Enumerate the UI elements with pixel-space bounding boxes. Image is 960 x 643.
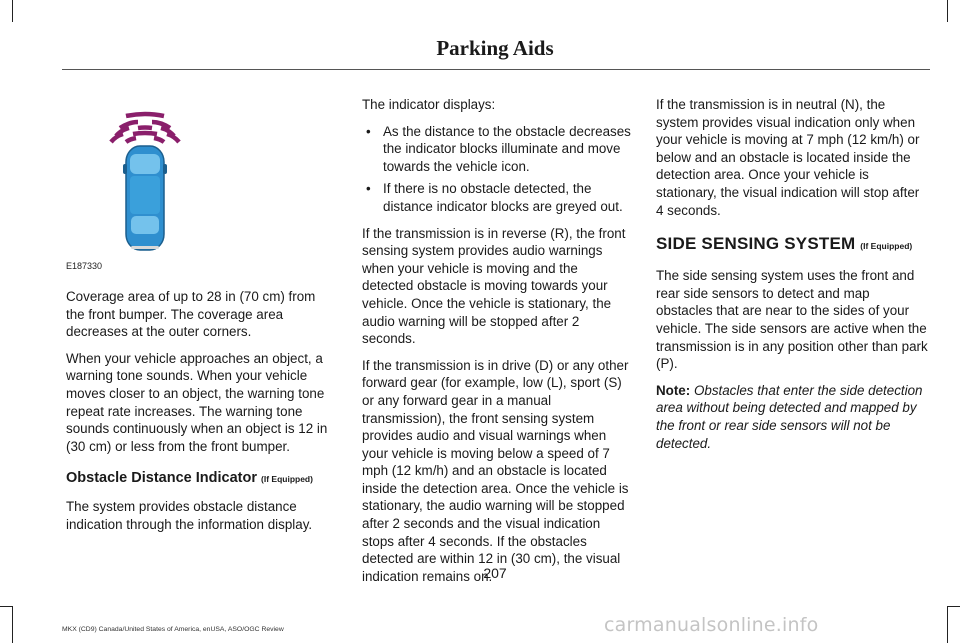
- crop-mark-top-right: [947, 0, 948, 22]
- header-rule: [62, 69, 930, 70]
- obstacle-distance-indicator-heading: [66, 469, 334, 488]
- crop-mark-top-left: [12, 0, 13, 22]
- note-label: Note:: [656, 382, 691, 398]
- arc-row-4-mid: [133, 133, 157, 134]
- arc-row-2-right: [152, 122, 170, 128]
- front-sensor-coverage-illustration: [66, 96, 206, 272]
- list-item: [362, 180, 632, 215]
- page-number: 207: [483, 565, 507, 581]
- side-sensing-heading: [656, 233, 928, 257]
- system-paragraph: The system provides obstacle distance indication through the information display.: [66, 499, 313, 532]
- arc-row-3-mid: [138, 128, 152, 129]
- figure-label: E187330: [66, 261, 103, 271]
- crop-mark-bottom-right-v: [947, 606, 948, 643]
- crop-mark-bottom-left-h: [0, 606, 13, 607]
- arc-row-1: [126, 114, 164, 116]
- if-equipped-tag: (If Equipped): [860, 241, 913, 252]
- subhead-text: Obstacle Distance Indicator: [66, 470, 257, 487]
- note-text: Obstacles that enter the side detection area without being detected and mapped by the front or rear side sensors will not be detected.: [656, 382, 923, 451]
- drive-paragraph: If the transmission is in drive (D) or any other forward gear (for example, low (L), sport (S) or any forward gear in a manual transmission), the front sensing system provides audio and visual warnings when your vehicle is moving below a speed of 7 mph (12 km/h) and an obstacle is located inside the detection area. Once the vehicle is stationary, the audio warning will be stopped after 2 seconds and the visual indication stops after 4 seconds. If the obstacles detected are within 12 in (30 cm), the visual indication remains on.: [362, 357, 629, 584]
- footer-text: MKX (CD9) Canada/United States of America, enUSA, ASO/OGC Review: [62, 626, 284, 633]
- watermark: carmanualsonline.info: [604, 614, 819, 636]
- arc-row-5-right: [154, 138, 164, 142]
- if-equipped-tag: (If Equipped): [261, 474, 313, 485]
- bullet: •: [366, 123, 371, 139]
- warning-tone-paragraph: When your vehicle approaches an object, a warning tone sounds. When your vehicle moves closer to an object, the warning tone repeat rate increases. The warning tone sounds continuously when an object is 12 in (30 cm) or less from the front bumper.: [66, 350, 328, 454]
- arc-row-2-left: [120, 122, 138, 128]
- sensor-arcs: [111, 114, 179, 142]
- arc-row-5-left: [126, 138, 136, 142]
- section-text: SIDE SENSING SYSTEM: [656, 234, 856, 254]
- column-2: [362, 96, 632, 594]
- indicator-intro: The indicator displays:: [362, 97, 496, 112]
- list-item-text: As the distance to the obstacle decreases the indicator blocks illuminate and move towards the vehicle icon.: [383, 123, 631, 174]
- neutral-paragraph: If the transmission is in neutral (N), the system provides visual indication only when your vehicle is moving at 7 mph (12 km/h) or below and an obstacle is located inside the detection area. Once your vehicle is stationary, the visual indication will stop after 4 seconds.: [656, 97, 920, 218]
- arc-row-4-left: [111, 134, 123, 142]
- indicator-list: [362, 123, 632, 216]
- page-title: Parking Aids: [436, 36, 554, 60]
- coverage-caption: Coverage area of up to 28 in (70 cm) from the front bumper. The coverage area decreases at the outer corners.: [66, 289, 316, 340]
- car-top-view: [123, 146, 167, 250]
- note-paragraph: [656, 382, 928, 452]
- list-item: [362, 123, 632, 176]
- column-1: [66, 96, 334, 543]
- list-item-text: If there is no obstacle detected, the distance indicator blocks are greyed out.: [383, 181, 623, 214]
- bullet: •: [366, 181, 371, 197]
- column-3: [656, 96, 928, 461]
- crop-mark-bottom-left-v: [12, 606, 13, 643]
- parking-sensor-figure: [66, 96, 334, 272]
- reverse-paragraph: If the transmission is in reverse (R), the front sensing system provides audio warnings when your vehicle is moving and the detected obstacle is moving towards your vehicle. Once the vehicle is stationary, the audio warning will be stopped after 2 seconds.: [362, 225, 626, 347]
- arc-row-4-right: [167, 134, 179, 142]
- side-sensing-paragraph: The side sensing system uses the front and rear side sensors to detect and map obstacles that are near to the sides of your vehicle. The side sensors are active when the transmission is in any position other than park (P).: [656, 268, 928, 372]
- crop-mark-bottom-right-h: [947, 606, 960, 607]
